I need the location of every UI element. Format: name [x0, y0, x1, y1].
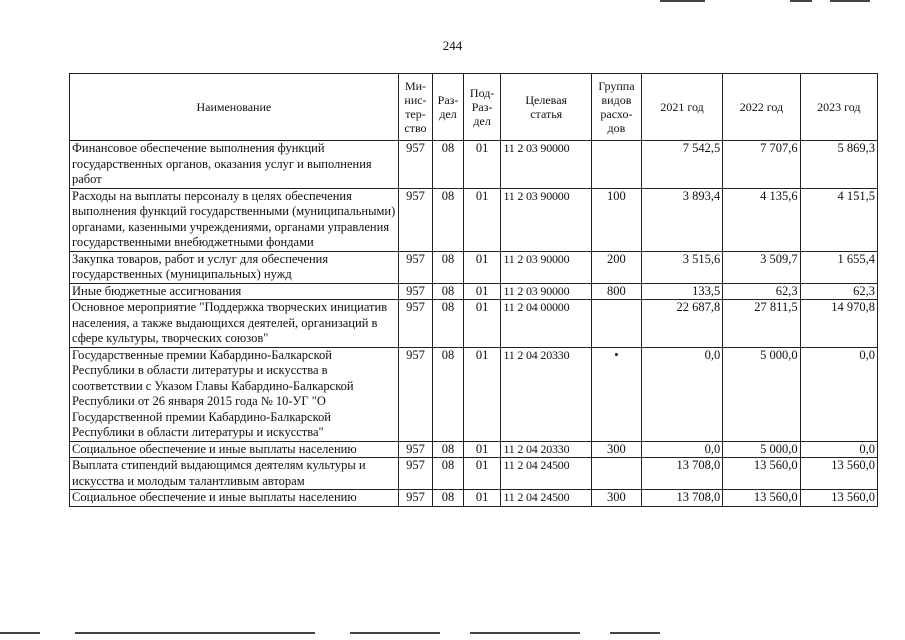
cell-expense-group: • [592, 347, 642, 441]
scan-rule [350, 632, 440, 634]
cell-section: 08 [433, 251, 464, 283]
cell-2022: 13 560,0 [723, 490, 800, 507]
cell-2022: 62,3 [723, 283, 800, 300]
cell-2023: 13 560,0 [800, 458, 877, 490]
cell-target: 11 2 03 90000 [501, 141, 592, 189]
cell-target: 11 2 04 00000 [501, 300, 592, 348]
cell-name: Расходы на выплаты персоналу в целях обеспечения выполнения функций государственными (муниципальными) органами, казенными учреждениями, органами управления государственными внебюджетными фондами [70, 188, 399, 251]
cell-section: 08 [433, 300, 464, 348]
cell-section: 08 [433, 283, 464, 300]
cell-2023: 0,0 [800, 347, 877, 441]
cell-ministry: 957 [398, 251, 433, 283]
table-row [70, 458, 878, 490]
table-row [70, 188, 878, 251]
cell-2023: 0,0 [800, 441, 877, 458]
cell-target: 11 2 04 20330 [501, 441, 592, 458]
cell-section: 08 [433, 141, 464, 189]
budget-table [69, 73, 878, 507]
cell-expense-group [592, 141, 642, 189]
header-2021: 2021 год [641, 74, 722, 141]
cell-ministry: 957 [398, 490, 433, 507]
cell-2023: 14 970,8 [800, 300, 877, 348]
cell-subsection: 01 [463, 188, 501, 251]
cell-expense-group [592, 300, 642, 348]
table-row [70, 283, 878, 300]
header-subsection: Под- Раз- дел [463, 74, 501, 141]
cell-2023: 4 151,5 [800, 188, 877, 251]
cell-2023: 13 560,0 [800, 490, 877, 507]
cell-expense-group: 300 [592, 441, 642, 458]
cell-2021: 0,0 [641, 347, 722, 441]
cell-name: Основное мероприятие "Поддержка творческих инициатив населения, а также выдающихся деятелей, организаций в сфере культуры, творческих союзов" [70, 300, 399, 348]
header-2022: 2022 год [723, 74, 800, 141]
header-section: Раз- дел [433, 74, 464, 141]
header-2023: 2023 год [800, 74, 877, 141]
cell-subsection: 01 [463, 458, 501, 490]
table-row [70, 141, 878, 189]
cell-target: 11 2 03 90000 [501, 188, 592, 251]
cell-section: 08 [433, 347, 464, 441]
cell-2021: 133,5 [641, 283, 722, 300]
cell-ministry: 957 [398, 441, 433, 458]
scan-rule [75, 632, 315, 634]
cell-expense-group: 100 [592, 188, 642, 251]
cell-expense-group: 300 [592, 490, 642, 507]
cell-ministry: 957 [398, 458, 433, 490]
cell-ministry: 957 [398, 347, 433, 441]
cell-2022: 5 000,0 [723, 347, 800, 441]
cell-section: 08 [433, 188, 464, 251]
cell-subsection: 01 [463, 490, 501, 507]
cell-ministry: 957 [398, 300, 433, 348]
scan-rule [0, 632, 40, 634]
cell-2023: 1 655,4 [800, 251, 877, 283]
cell-target: 11 2 04 24500 [501, 490, 592, 507]
cell-name: Иные бюджетные ассигнования [70, 283, 399, 300]
cell-name: Социальное обеспечение и иные выплаты населению [70, 441, 399, 458]
cell-2021: 0,0 [641, 441, 722, 458]
cell-2022: 13 560,0 [723, 458, 800, 490]
cell-target: 11 2 03 90000 [501, 283, 592, 300]
cell-subsection: 01 [463, 441, 501, 458]
scan-rule [470, 632, 580, 634]
cell-target: 11 2 03 90000 [501, 251, 592, 283]
table-row [70, 490, 878, 507]
cell-subsection: 01 [463, 141, 501, 189]
cell-2021: 22 687,8 [641, 300, 722, 348]
cell-name: Социальное обеспечение и иные выплаты населению [70, 490, 399, 507]
header-expense-group: Группа видов расхо- дов [592, 74, 642, 141]
table-row [70, 441, 878, 458]
cell-2022: 5 000,0 [723, 441, 800, 458]
cell-ministry: 957 [398, 188, 433, 251]
cell-section: 08 [433, 458, 464, 490]
cell-name: Финансовое обеспечение выполнения функций государственных органов, оказания услуг и выполнения работ [70, 141, 399, 189]
cell-subsection: 01 [463, 283, 501, 300]
cell-2021: 13 708,0 [641, 458, 722, 490]
header-ministry: Ми- нис- тер- ство [398, 74, 433, 141]
scan-rule [790, 0, 812, 2]
cell-2021: 3 893,4 [641, 188, 722, 251]
header-target: Целевая статья [501, 74, 592, 141]
table-row [70, 251, 878, 283]
cell-2022: 27 811,5 [723, 300, 800, 348]
cell-expense-group: 800 [592, 283, 642, 300]
cell-subsection: 01 [463, 300, 501, 348]
page-number: 244 [442, 38, 463, 53]
cell-ministry: 957 [398, 141, 433, 189]
cell-name: Закупка товаров, работ и услуг для обеспечения государственных (муниципальных) нужд [70, 251, 399, 283]
cell-2023: 5 869,3 [800, 141, 877, 189]
cell-2021: 3 515,6 [641, 251, 722, 283]
table-row [70, 347, 878, 441]
cell-section: 08 [433, 490, 464, 507]
cell-expense-group: 200 [592, 251, 642, 283]
cell-subsection: 01 [463, 347, 501, 441]
header-name: Наименование [70, 74, 399, 141]
table-row [70, 300, 878, 348]
cell-name: Государственные премии Кабардино-Балкарской Республики в области литературы и искусства в соответствии с Указом Главы Кабардино-Балкарской Республики от 26 января 2015 года № 10-УГ "О Государственной премии Кабардино-Балкарской Республики в области литературы и искусства" [70, 347, 399, 441]
cell-name: Выплата стипендий выдающимся деятелям культуры и искусства и молодым талантливым авторам [70, 458, 399, 490]
cell-section: 08 [433, 441, 464, 458]
table-header-row [70, 74, 878, 141]
cell-target: 11 2 04 24500 [501, 458, 592, 490]
cell-2022: 7 707,6 [723, 141, 800, 189]
cell-expense-group [592, 458, 642, 490]
cell-target: 11 2 04 20330 [501, 347, 592, 441]
scan-rule [660, 0, 705, 2]
cell-ministry: 957 [398, 283, 433, 300]
cell-2022: 4 135,6 [723, 188, 800, 251]
cell-2021: 13 708,0 [641, 490, 722, 507]
cell-2023: 62,3 [800, 283, 877, 300]
scan-rule [830, 0, 870, 2]
scan-rule [610, 632, 660, 634]
cell-2022: 3 509,7 [723, 251, 800, 283]
cell-subsection: 01 [463, 251, 501, 283]
cell-2021: 7 542,5 [641, 141, 722, 189]
